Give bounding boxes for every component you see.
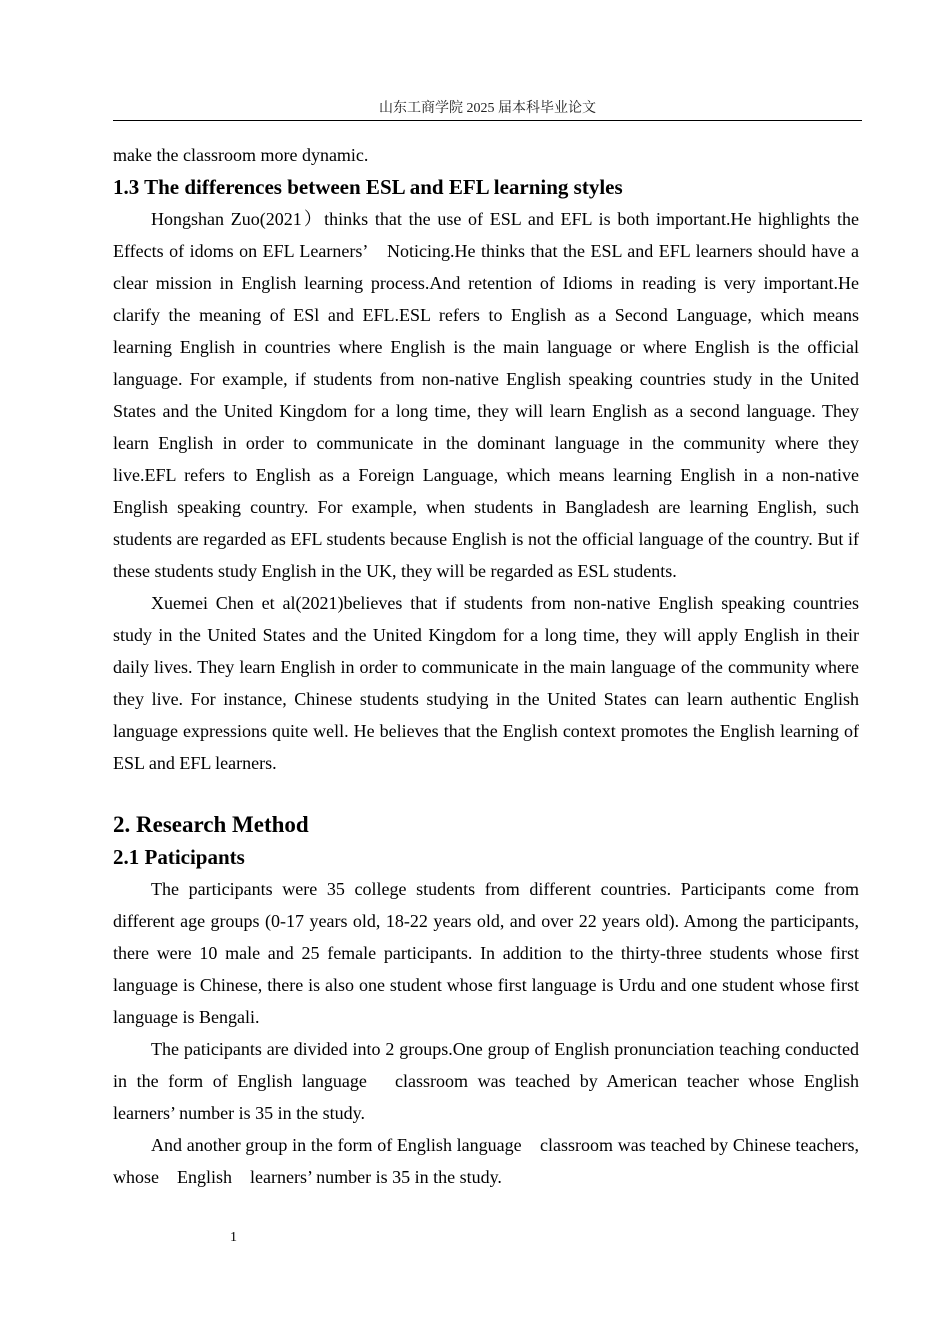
section-2-1-paragraph-2: The paticipants are divided into 2 groups.One group of English pronunciation teaching conducted in the form of English language classroom was teached by American teacher whose English learners’ number is 35 in the study. <box>113 1039 877 1123</box>
section-1-3-paragraph-2: Xuemei Chen et al(2021)believes that if students from non-native English speaking countries study in the United States and the United Kingdom for a long time, they will apply English in their daily lives. They learn English in order to communicate in the main language of the community where they live. For instance, Chinese students studying in the United States can learn authentic English language expressions quite well. He believes that the English context promotes the English learning of ESL and EFL learners. <box>113 593 859 773</box>
continuation-text: make the classroom more dynamic. <box>113 145 369 165</box>
document-body <box>113 139 877 1193</box>
page-number: 1 <box>230 1230 237 1245</box>
section-2-1-paragraph-1: The participants were 35 college students from different countries. Participants come from different age groups (0-17 years old, 18-22 years old, and over 22 years old). Among the participants, there were 10 male and 25 female participants. In addition to the thirty-three students whose first language is Chinese, there is also one student whose first language is Urdu and one student whose first language is Bengali. <box>113 879 859 1027</box>
section-2-1-heading: 2.1 Paticipants <box>113 845 245 869</box>
page-header: 山东工商学院 2025 届本科毕业论文 <box>113 98 862 121</box>
section-1-3-heading: 1.3 The differences between ESL and EFL learning styles <box>113 175 623 199</box>
section-2-heading: 2. Research Method <box>113 812 309 837</box>
section-1-3-paragraph-1: Hongshan Zuo(2021）thinks that the use of ESL and EFL is both important.He highlights the Effects of idoms on EFL Learners’ Noticing.He thinks that the ESL and EFL learners should have a clear mission in English learning process.And retention of Idioms in reading is very important.He clarify the meaning of ESl and EFL.ESL refers to English as a Second Language, which means learning English in countries where English is the main language or where English is the official language. For example, if students from non-native English speaking countries study in the United States and the United Kingdom for a long time, they will learn English as a second language. They learn English in order to communicate in the dominant language in the community where they live.EFL refers to English as a Foreign Language, which means learning English in a non-native English speaking country. For example, when students in Bangladesh are learning English, such students are regarded as EFL students because English is not the official language of the country. But if these students study English in the UK, they will be regarded as ESL students. <box>113 209 859 581</box>
section-2-1-paragraph-3: And another group in the form of English language classroom was teached by Chinese teachers, whose English learners’ number is 35 in the study. <box>113 1135 859 1187</box>
